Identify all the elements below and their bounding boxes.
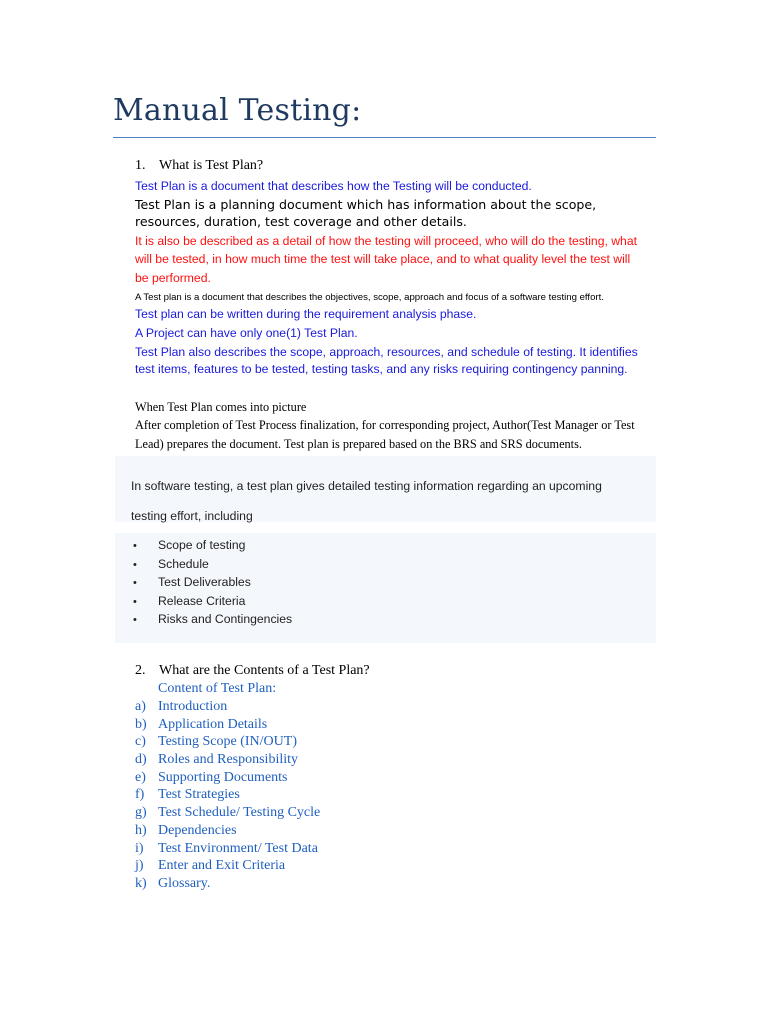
list-item-text: Test Deliverables	[158, 575, 251, 590]
list-item	[133, 610, 292, 629]
page-title: Manual Testing:	[113, 93, 362, 128]
toc-item	[135, 840, 320, 858]
toc-item-letter: b)	[135, 716, 147, 732]
paragraph-small: A Test plan is a document that describes the objectives, scope, approach and focus of a software testing effort.	[135, 292, 604, 303]
question-2	[135, 663, 370, 679]
toc-item-letter: c)	[135, 734, 146, 750]
toc-item-letter: f)	[135, 787, 145, 803]
toc-item-text: Test Environment/ Test Data	[158, 840, 318, 856]
list-item-text: Release Criteria	[158, 593, 246, 608]
toc-item	[135, 875, 320, 893]
question-1-number: 1.	[135, 158, 146, 173]
bullet-icon: •	[133, 614, 137, 627]
toc-item-text: Roles and Responsibility	[158, 752, 298, 768]
when-paragraph-1: After completion of Test Process finalization, for corresponding project, Author(Test Manager or Test	[135, 418, 635, 432]
toc-item-letter: g)	[135, 805, 147, 821]
toc-item-letter: a)	[135, 699, 146, 714]
list-item	[133, 573, 292, 592]
toc-item-letter: h)	[135, 822, 147, 838]
bullet-icon: •	[133, 540, 137, 552]
list-item-text: Risks and Contingencies	[158, 612, 293, 627]
toc-item-letter: i)	[135, 840, 144, 856]
bullet-icon: •	[133, 595, 137, 608]
when-paragraph-2: Lead) prepares the document. Test plan is prepared based on the BRS and SRS documents.	[135, 437, 582, 451]
toc-item	[135, 822, 320, 840]
toc-item	[135, 786, 320, 804]
bullet-icon: •	[133, 577, 137, 590]
toc-item-text: Application Details	[158, 716, 268, 732]
list-item-text: Schedule	[158, 556, 209, 571]
bullet-icon: •	[133, 558, 137, 571]
toc-item-letter: e)	[135, 769, 146, 785]
toc-item-letter: d)	[135, 752, 147, 768]
question-2-text: What are the Contents of a Test Plan?	[159, 663, 370, 678]
toc-item-letter: j)	[135, 858, 144, 874]
list-item	[133, 536, 292, 555]
toc-heading: Content of Test Plan:	[158, 681, 277, 696]
toc-item-text: Enter and Exit Criteria	[158, 858, 286, 874]
toc-list	[135, 698, 320, 893]
list-item-text: Scope of testing	[158, 538, 246, 552]
title-underline	[113, 137, 656, 138]
bullet-list	[133, 536, 292, 629]
toc-item-text: Test Strategies	[158, 787, 240, 803]
info-box	[115, 456, 656, 522]
toc-item-text: Dependencies	[158, 822, 237, 838]
toc-item	[135, 857, 320, 875]
toc-item	[135, 698, 320, 716]
paragraph-black-1: Test Plan is a planning document which has information about the scope,	[135, 197, 597, 212]
info-box-line-2: testing effort, including	[131, 509, 253, 523]
paragraph-blue-4: Test Plan also describes the scope, approach, resources, and schedule of testing. It identifies	[135, 345, 638, 359]
info-box-line-1: In software testing, a test plan gives detailed testing information regarding an upcoming	[131, 479, 602, 493]
toc-item-text: Supporting Documents	[158, 769, 288, 785]
list-item	[133, 592, 292, 611]
toc-item	[135, 733, 320, 751]
paragraph-blue-3: A Project can have only one(1) Test Plan.	[135, 326, 358, 340]
when-heading: When Test Plan comes into picture	[135, 400, 307, 414]
paragraph-blue-5: test items, features to be tested, testing tasks, and any risks requiring contingency panning.	[135, 362, 628, 376]
toc-item	[135, 751, 320, 769]
toc-item	[135, 716, 320, 734]
toc-item	[135, 769, 320, 787]
question-1-text: What is Test Plan?	[159, 158, 264, 173]
toc-item-text: Testing Scope (IN/OUT)	[158, 734, 297, 750]
paragraph-red-3: be performed.	[135, 271, 211, 285]
paragraph-red-1: It is also be described as a detail of how the testing will proceed, who will do the testing, what	[135, 234, 637, 248]
question-2-number: 2.	[135, 663, 146, 678]
list-item	[133, 555, 292, 574]
toc-item	[135, 804, 320, 822]
paragraph-red-2: will be tested, in how much time the test will take place, and to what quality level the test will	[135, 252, 631, 266]
paragraph-blue-2: Test plan can be written during the requirement analysis phase.	[135, 307, 477, 321]
toc-item-text: Glossary.	[158, 875, 211, 891]
question-1	[135, 158, 263, 174]
toc-item-letter: k)	[135, 875, 147, 891]
paragraph-black-2: resources, duration, test coverage and other details.	[135, 214, 467, 229]
toc-item-text: Test Schedule/ Testing Cycle	[158, 805, 321, 821]
paragraph-blue-1: Test Plan is a document that describes how the Testing will be conducted.	[135, 179, 532, 193]
toc-item-text: Introduction	[158, 699, 228, 714]
